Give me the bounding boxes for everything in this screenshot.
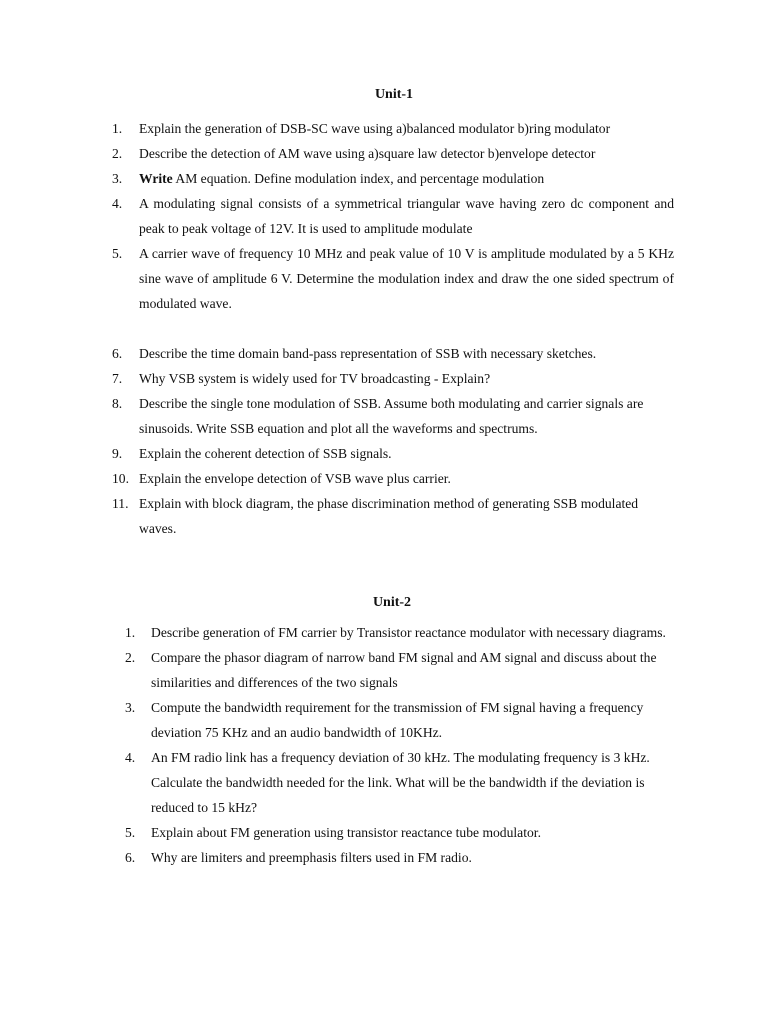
list-item — [112, 466, 674, 491]
list-item — [125, 820, 674, 845]
list-item — [112, 391, 674, 441]
question-text: Compare the phasor diagram of narrow band FM signal and AM signal and discuss about the similarities and differences of the two signals — [151, 650, 657, 690]
question-number: 3. — [125, 700, 136, 715]
question-number: 4. — [125, 750, 136, 765]
unit2-heading: Unit-2 — [372, 595, 412, 610]
question-text: An FM radio link has a frequency deviation of 30 kHz. The modulating frequency is 3 kHz. Calculate the bandwidth needed for the link. What will be the bandwidth if the deviation is reduced to 15 kHz? — [151, 750, 650, 815]
question-text: Explain the generation of DSB-SC wave using a)balanced modulator b)ring modulator — [139, 121, 611, 136]
question-number: 1. — [112, 121, 123, 136]
list-item — [125, 845, 674, 870]
list-item — [112, 341, 674, 366]
list-item — [112, 491, 674, 541]
question-text: Explain the coherent detection of SSB signals. — [139, 446, 392, 461]
question-text: Why are limiters and preemphasis filters used in FM radio. — [151, 850, 472, 865]
question-text: Explain the envelope detection of VSB wave plus carrier. — [139, 471, 451, 486]
question-number: 7. — [112, 371, 123, 386]
question-number: 6. — [112, 346, 123, 361]
list-item — [125, 645, 674, 695]
question-text: Why VSB system is widely used for TV broadcasting - Explain? — [139, 371, 491, 386]
question-number: 5. — [112, 246, 123, 261]
list-item — [112, 441, 674, 466]
question-number: 2. — [112, 146, 123, 161]
unit1-question-list — [112, 116, 674, 541]
question-number: 1. — [125, 625, 136, 640]
question-number: 5. — [125, 825, 136, 840]
list-item — [125, 745, 674, 820]
question-bold-word: Write — [139, 171, 173, 186]
question-number: 8. — [112, 396, 123, 411]
question-number: 4. — [112, 196, 123, 211]
question-number: 11. — [112, 496, 129, 511]
question-number: 10. — [112, 471, 129, 486]
list-item — [112, 241, 674, 316]
question-text: AM equation. Define modulation index, and percentage modulation — [172, 171, 545, 186]
list-item — [112, 166, 674, 191]
question-text: Describe the single tone modulation of SSB. Assume both modulating and carrier signals are sinusoids. Write SSB equation and plot all the waveforms and spectrums. — [139, 396, 644, 436]
unit1-heading: Unit-1 — [374, 87, 414, 102]
question-number: 2. — [125, 650, 136, 665]
question-text: Explain about FM generation using transistor reactance tube modulator. — [151, 825, 541, 840]
list-item — [112, 116, 674, 141]
question-number: 9. — [112, 446, 123, 461]
question-text: A modulating signal consists of a symmetrical triangular wave having zero dc component and peak to peak voltage of 12V. It is used to amplitude modulate — [139, 196, 674, 236]
question-text: Describe the detection of AM wave using a)square law detector b)envelope detector — [139, 146, 596, 161]
list-item — [112, 366, 674, 391]
question-text: A carrier wave of frequency 10 MHz and peak value of 10 V is amplitude modulated by a 5 KHz sine wave of amplitude 6 V. Determine the modulation index and draw the one sided spectrum of modulated wave. — [139, 246, 674, 311]
question-text: Describe the time domain band-pass representation of SSB with necessary sketches. — [139, 346, 597, 361]
list-item — [112, 191, 674, 241]
question-text: Describe generation of FM carrier by Transistor reactance modulator with necessary diagrams. — [151, 625, 666, 640]
question-number: 6. — [125, 850, 136, 865]
unit2-question-list — [125, 620, 674, 870]
list-item — [125, 620, 674, 645]
list-item — [125, 695, 674, 745]
list-item — [112, 141, 674, 166]
question-text: Explain with block diagram, the phase discrimination method of generating SSB modulated waves. — [139, 496, 639, 536]
question-text: Compute the bandwidth requirement for the transmission of FM signal having a frequency deviation 75 KHz and an audio bandwidth of 10KHz. — [151, 700, 644, 740]
question-number: 3. — [112, 171, 123, 186]
